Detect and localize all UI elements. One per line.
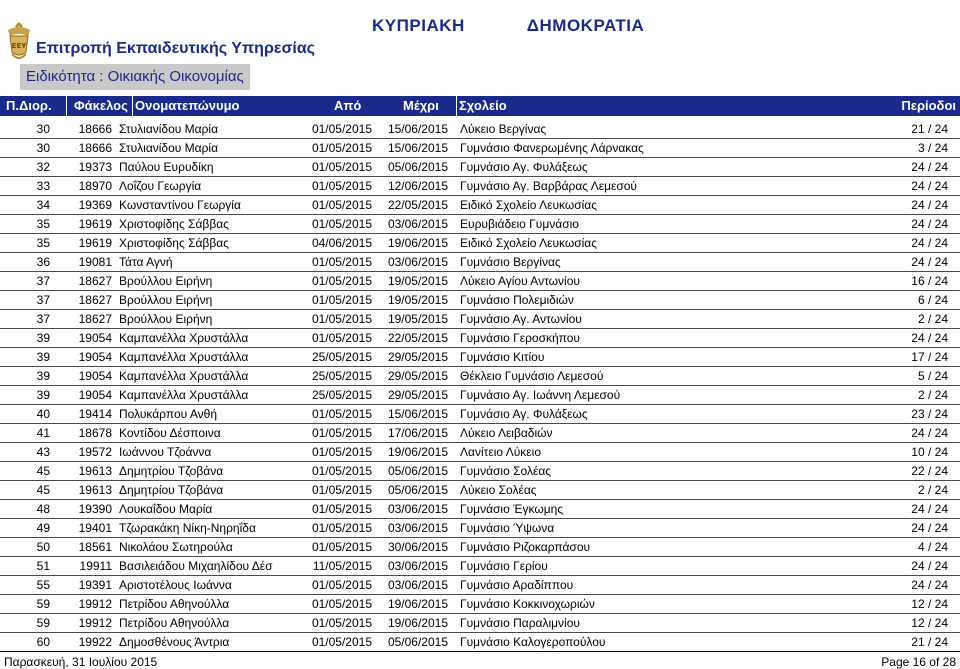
cell-period: 21 / 24 — [838, 633, 960, 652]
cell-no: 37 — [0, 310, 56, 329]
cell-school: Λύκειο Λειβαδιών — [458, 424, 838, 443]
cell-school: Γυμνάσιο Βεργίνας — [458, 253, 838, 272]
cell-no: 35 — [0, 234, 56, 253]
cell-period: 21 / 24 — [838, 120, 960, 139]
cell-to: 05/06/2015 — [374, 481, 458, 500]
cell-school: Γυμνάσιο Έγκωμης — [458, 500, 838, 519]
cell-period: 24 / 24 — [838, 196, 960, 215]
cell-to: 30/06/2015 — [374, 538, 458, 557]
cell-period: 24 / 24 — [838, 519, 960, 538]
cell-from: 01/05/2015 — [296, 633, 374, 652]
cell-to: 15/06/2015 — [374, 120, 458, 139]
cell-from: 01/05/2015 — [296, 139, 374, 158]
cell-file: 19401 — [56, 519, 116, 538]
cell-from: 11/05/2015 — [296, 557, 374, 576]
cell-name: Βρούλλου Ειρήνη — [116, 291, 296, 310]
cell-name: Πολυκάρπου Ανθή — [116, 405, 296, 424]
cell-to: 19/06/2015 — [374, 595, 458, 614]
col-header-name: Ονοματεπώνυμο — [135, 98, 240, 113]
col-header-school: Σχολείο — [459, 98, 507, 113]
cell-school: Θέκλειο Γυμνάσιο Λεμεσού — [458, 367, 838, 386]
cell-school: Λύκειο Αγίου Αντωνίου — [458, 272, 838, 291]
cell-to: 03/06/2015 — [374, 576, 458, 595]
cell-period: 5 / 24 — [838, 367, 960, 386]
cell-file: 19054 — [56, 367, 116, 386]
cell-from: 04/06/2015 — [296, 234, 374, 253]
cell-from: 01/05/2015 — [296, 519, 374, 538]
cell-to: 03/06/2015 — [374, 519, 458, 538]
table-row — [0, 500, 960, 519]
cell-period: 6 / 24 — [838, 291, 960, 310]
cell-period: 2 / 24 — [838, 310, 960, 329]
table-row — [0, 253, 960, 272]
cell-file: 19922 — [56, 633, 116, 652]
specialty-label: Ειδικότητα : — [26, 68, 104, 85]
cell-no: 49 — [0, 519, 56, 538]
cell-period: 3 / 24 — [838, 139, 960, 158]
cell-file: 19911 — [56, 557, 116, 576]
table-row — [0, 633, 960, 652]
table-row — [0, 329, 960, 348]
cell-name: Βασιλειάδου Μιχαηλίδου Δέσ — [116, 557, 296, 576]
cell-name: Παύλου Ευρυδίκη — [116, 158, 296, 177]
cell-to: 03/06/2015 — [374, 557, 458, 576]
cell-from: 25/05/2015 — [296, 386, 374, 405]
cell-no: 30 — [0, 120, 56, 139]
cell-no: 34 — [0, 196, 56, 215]
cell-from: 01/05/2015 — [296, 120, 374, 139]
cell-to: 19/05/2015 — [374, 291, 458, 310]
cell-period: 24 / 24 — [838, 158, 960, 177]
cell-file: 18627 — [56, 310, 116, 329]
cell-period: 24 / 24 — [838, 500, 960, 519]
cell-school: Γυμνάσιο Γεροσκήπου — [458, 329, 838, 348]
cell-name: Δημητρίου Τζοβάνα — [116, 481, 296, 500]
cell-no: 51 — [0, 557, 56, 576]
cell-school: Γυμνάσιο Αραδίππου — [458, 576, 838, 595]
cell-name: Τζωρακάκη Νίκη-Νηρηΐδα — [116, 519, 296, 538]
cell-no: 35 — [0, 215, 56, 234]
cell-file: 19054 — [56, 348, 116, 367]
cell-file: 19414 — [56, 405, 116, 424]
republic-left-word: ΚΥΠΡΙΑΚΗ — [372, 16, 465, 35]
cyprus-emblem-icon — [2, 18, 36, 64]
col-header-file: Φάκελος — [74, 98, 128, 113]
cell-school: Γυμνάσιο Καλογεροπούλου — [458, 633, 838, 652]
cell-no: 45 — [0, 481, 56, 500]
cell-no: 36 — [0, 253, 56, 272]
table-row — [0, 519, 960, 538]
cell-to: 19/06/2015 — [374, 614, 458, 633]
cell-school: Γυμνάσιο Αγ. Αντωνίου — [458, 310, 838, 329]
cell-school: Γυμνάσιο Αγ. Ιωάννη Λεμεσού — [458, 386, 838, 405]
col-header-from: Από — [334, 98, 362, 113]
cell-period: 24 / 24 — [838, 253, 960, 272]
table-row — [0, 196, 960, 215]
cell-school: Γυμνάσιο Φανερωμένης Λάρνακας — [458, 139, 838, 158]
cell-to: 22/05/2015 — [374, 196, 458, 215]
cell-no: 60 — [0, 633, 56, 652]
cell-no: 45 — [0, 462, 56, 481]
cell-no: 33 — [0, 177, 56, 196]
cell-school: Γυμνάσιο Σολέας — [458, 462, 838, 481]
cell-no: 39 — [0, 329, 56, 348]
cell-no: 50 — [0, 538, 56, 557]
cell-period: 24 / 24 — [838, 424, 960, 443]
cell-name: Χριστοφίδης Σάββας — [116, 215, 296, 234]
table-row — [0, 386, 960, 405]
cell-file: 19572 — [56, 443, 116, 462]
cell-file: 19390 — [56, 500, 116, 519]
cell-school: Ειδικό Σχολείο Λευκωσίας — [458, 234, 838, 253]
cell-school: Γυμνάσιο Κοκκινοχωριών — [458, 595, 838, 614]
cell-to: 15/06/2015 — [374, 139, 458, 158]
cell-name: Στυλιανίδου Μαρία — [116, 139, 296, 158]
cell-no: 55 — [0, 576, 56, 595]
cell-school: Λύκειο Σολέας — [458, 481, 838, 500]
cell-to: 29/05/2015 — [374, 386, 458, 405]
cell-name: Κοντίδου Δέσποινα — [116, 424, 296, 443]
cell-name: Κωνσταντίνου Γεωργία — [116, 196, 296, 215]
cell-name: Νικολάου Σωτηρούλα — [116, 538, 296, 557]
cell-no: 39 — [0, 367, 56, 386]
cell-school: Γυμνάσιο Ύψωνα — [458, 519, 838, 538]
cell-period: 2 / 24 — [838, 386, 960, 405]
table-body — [0, 120, 960, 652]
cell-name: Λοΐζου Γεωργία — [116, 177, 296, 196]
cell-to: 03/06/2015 — [374, 253, 458, 272]
table-row — [0, 576, 960, 595]
cell-name: Ιωάννου Τζοάννα — [116, 443, 296, 462]
table-row — [0, 348, 960, 367]
cell-from: 01/05/2015 — [296, 576, 374, 595]
cell-school: Γυμνάσιο Αγ. Βαρβάρας Λεμεσού — [458, 177, 838, 196]
cell-period: 23 / 24 — [838, 405, 960, 424]
cell-from: 01/05/2015 — [296, 481, 374, 500]
cell-from: 01/05/2015 — [296, 310, 374, 329]
table-header — [0, 96, 960, 116]
cell-period: 4 / 24 — [838, 538, 960, 557]
cell-name: Τάτα Αγνή — [116, 253, 296, 272]
col-header-period: Περίοδοι — [901, 98, 956, 113]
cell-to: 19/05/2015 — [374, 272, 458, 291]
cell-no: 41 — [0, 424, 56, 443]
cell-file: 19081 — [56, 253, 116, 272]
cell-file: 18678 — [56, 424, 116, 443]
table-row — [0, 595, 960, 614]
cell-from: 01/05/2015 — [296, 462, 374, 481]
table-row — [0, 557, 960, 576]
table-row — [0, 120, 960, 139]
cell-to: 15/06/2015 — [374, 405, 458, 424]
cell-file: 19912 — [56, 614, 116, 633]
table-row — [0, 462, 960, 481]
cell-no: 37 — [0, 272, 56, 291]
cell-file: 19369 — [56, 196, 116, 215]
cell-period: 12 / 24 — [838, 614, 960, 633]
cell-from: 25/05/2015 — [296, 348, 374, 367]
cell-no: 39 — [0, 386, 56, 405]
cell-file: 19613 — [56, 481, 116, 500]
cell-school: Γυμνάσιο Αγ. Φυλάξεως — [458, 405, 838, 424]
cell-from: 25/05/2015 — [296, 367, 374, 386]
cell-file: 19054 — [56, 386, 116, 405]
cell-from: 01/05/2015 — [296, 329, 374, 348]
col-header-no: Π.Διορ. — [6, 98, 52, 113]
footer-page-number: Page 16 of 28 — [881, 655, 956, 669]
table-row — [0, 614, 960, 633]
table-row — [0, 310, 960, 329]
cell-school: Ευρυβιάδειο Γυμνάσιο — [458, 215, 838, 234]
cell-file: 19912 — [56, 595, 116, 614]
cell-school: Λύκειο Βεργίνας — [458, 120, 838, 139]
committee-title: Επιτροπή Εκπαιδευτικής Υπηρεσίας — [36, 40, 315, 57]
cell-to: 05/06/2015 — [374, 158, 458, 177]
cell-period: 24 / 24 — [838, 215, 960, 234]
table-row — [0, 367, 960, 386]
cell-name: Πετρίδου Αθηνούλλα — [116, 595, 296, 614]
republic-title — [372, 16, 644, 36]
svg-text:EEY: EEY — [11, 42, 27, 50]
cell-school: Γυμνάσιο Πολεμιδιών — [458, 291, 838, 310]
cell-file: 18627 — [56, 272, 116, 291]
cell-from: 01/05/2015 — [296, 595, 374, 614]
cell-from: 01/05/2015 — [296, 177, 374, 196]
cell-to: 17/06/2015 — [374, 424, 458, 443]
cell-file: 19054 — [56, 329, 116, 348]
cell-name: Χριστοφίδης Σάββας — [116, 234, 296, 253]
table-row — [0, 424, 960, 443]
cell-file: 19391 — [56, 576, 116, 595]
cell-period: 16 / 24 — [838, 272, 960, 291]
cell-file: 19619 — [56, 234, 116, 253]
cell-name: Αριστοτέλους Ιωάννα — [116, 576, 296, 595]
table-row — [0, 158, 960, 177]
table-row — [0, 538, 960, 557]
cell-from: 01/05/2015 — [296, 424, 374, 443]
cell-no: 37 — [0, 291, 56, 310]
cell-name: Καμπανέλλα Χρυστάλλα — [116, 386, 296, 405]
cell-no: 32 — [0, 158, 56, 177]
cell-from: 01/05/2015 — [296, 538, 374, 557]
cell-to: 29/05/2015 — [374, 367, 458, 386]
cell-period: 24 / 24 — [838, 177, 960, 196]
table-row — [0, 443, 960, 462]
cell-to: 03/06/2015 — [374, 500, 458, 519]
appointments-table — [0, 120, 960, 652]
table-row — [0, 272, 960, 291]
cell-no: 43 — [0, 443, 56, 462]
cell-period: 12 / 24 — [838, 595, 960, 614]
cell-period: 17 / 24 — [838, 348, 960, 367]
cell-to: 05/06/2015 — [374, 462, 458, 481]
cell-from: 01/05/2015 — [296, 196, 374, 215]
cell-to: 19/05/2015 — [374, 310, 458, 329]
cell-name: Καμπανέλλα Χρυστάλλα — [116, 367, 296, 386]
cell-to: 19/06/2015 — [374, 234, 458, 253]
specialty-value: Οικιακής Οικονομίας — [107, 68, 244, 85]
cell-file: 18666 — [56, 139, 116, 158]
cell-name: Πετρίδου Αθηνούλλα — [116, 614, 296, 633]
footer-divider — [0, 651, 960, 652]
cell-name: Καμπανέλλα Χρυστάλλα — [116, 348, 296, 367]
cell-file: 18627 — [56, 291, 116, 310]
cell-file: 19613 — [56, 462, 116, 481]
cell-from: 01/05/2015 — [296, 291, 374, 310]
cell-name: Καμπανέλλα Χρυστάλλα — [116, 329, 296, 348]
cell-name: Βρούλλου Ειρήνη — [116, 272, 296, 291]
cell-period: 24 / 24 — [838, 576, 960, 595]
cell-to: 29/05/2015 — [374, 348, 458, 367]
cell-no: 59 — [0, 614, 56, 633]
cell-name: Δημητρίου Τζοβάνα — [116, 462, 296, 481]
cell-period: 2 / 24 — [838, 481, 960, 500]
specialty-banner — [20, 64, 250, 90]
cell-school: Γυμνάσιο Γερίου — [458, 557, 838, 576]
cell-no: 39 — [0, 348, 56, 367]
cell-to: 12/06/2015 — [374, 177, 458, 196]
footer-date: Παρασκευή, 31 Ιουλίου 2015 — [4, 655, 158, 669]
cell-from: 01/05/2015 — [296, 272, 374, 291]
cell-to: 19/06/2015 — [374, 443, 458, 462]
cell-period: 24 / 24 — [838, 234, 960, 253]
cell-file: 19373 — [56, 158, 116, 177]
republic-right-word: ΔΗΜΟΚΡΑΤΙΑ — [526, 16, 645, 35]
cell-from: 01/05/2015 — [296, 253, 374, 272]
table-row — [0, 234, 960, 253]
cell-name: Στυλιανίδου Μαρία — [116, 120, 296, 139]
cell-no: 59 — [0, 595, 56, 614]
cell-file: 18666 — [56, 120, 116, 139]
cell-period: 10 / 24 — [838, 443, 960, 462]
cell-name: Λουκαΐδου Μαρία — [116, 500, 296, 519]
cell-school: Γυμνάσιο Παραλιμνίου — [458, 614, 838, 633]
cell-to: 03/06/2015 — [374, 215, 458, 234]
table-row — [0, 291, 960, 310]
cell-period: 24 / 24 — [838, 329, 960, 348]
cell-from: 01/05/2015 — [296, 158, 374, 177]
cell-name: Βρούλλου Ειρήνη — [116, 310, 296, 329]
col-header-to: Μέχρι — [403, 98, 439, 113]
cell-from: 01/05/2015 — [296, 614, 374, 633]
cell-period: 22 / 24 — [838, 462, 960, 481]
cell-file: 19619 — [56, 215, 116, 234]
cell-school: Γυμνάσιο Ριζοκαρπάσου — [458, 538, 838, 557]
cell-file: 18561 — [56, 538, 116, 557]
cell-school: Λανίτειο Λύκειο — [458, 443, 838, 462]
cell-period: 24 / 24 — [838, 557, 960, 576]
cell-name: Δημοσθένους Άντρια — [116, 633, 296, 652]
cell-from: 01/05/2015 — [296, 215, 374, 234]
cell-to: 22/05/2015 — [374, 329, 458, 348]
cell-school: Γυμνάσιο Κιτίου — [458, 348, 838, 367]
cell-no: 40 — [0, 405, 56, 424]
cell-no: 48 — [0, 500, 56, 519]
table-row — [0, 405, 960, 424]
cell-from: 01/05/2015 — [296, 443, 374, 462]
cell-school: Γυμνάσιο Αγ. Φυλάξεως — [458, 158, 838, 177]
cell-school: Ειδικό Σχολείο Λευκωσίας — [458, 196, 838, 215]
cell-from: 01/05/2015 — [296, 405, 374, 424]
table-row — [0, 481, 960, 500]
table-row — [0, 177, 960, 196]
table-row — [0, 139, 960, 158]
cell-from: 01/05/2015 — [296, 500, 374, 519]
cell-no: 30 — [0, 139, 56, 158]
cell-to: 05/06/2015 — [374, 633, 458, 652]
table-row — [0, 215, 960, 234]
cell-file: 18970 — [56, 177, 116, 196]
